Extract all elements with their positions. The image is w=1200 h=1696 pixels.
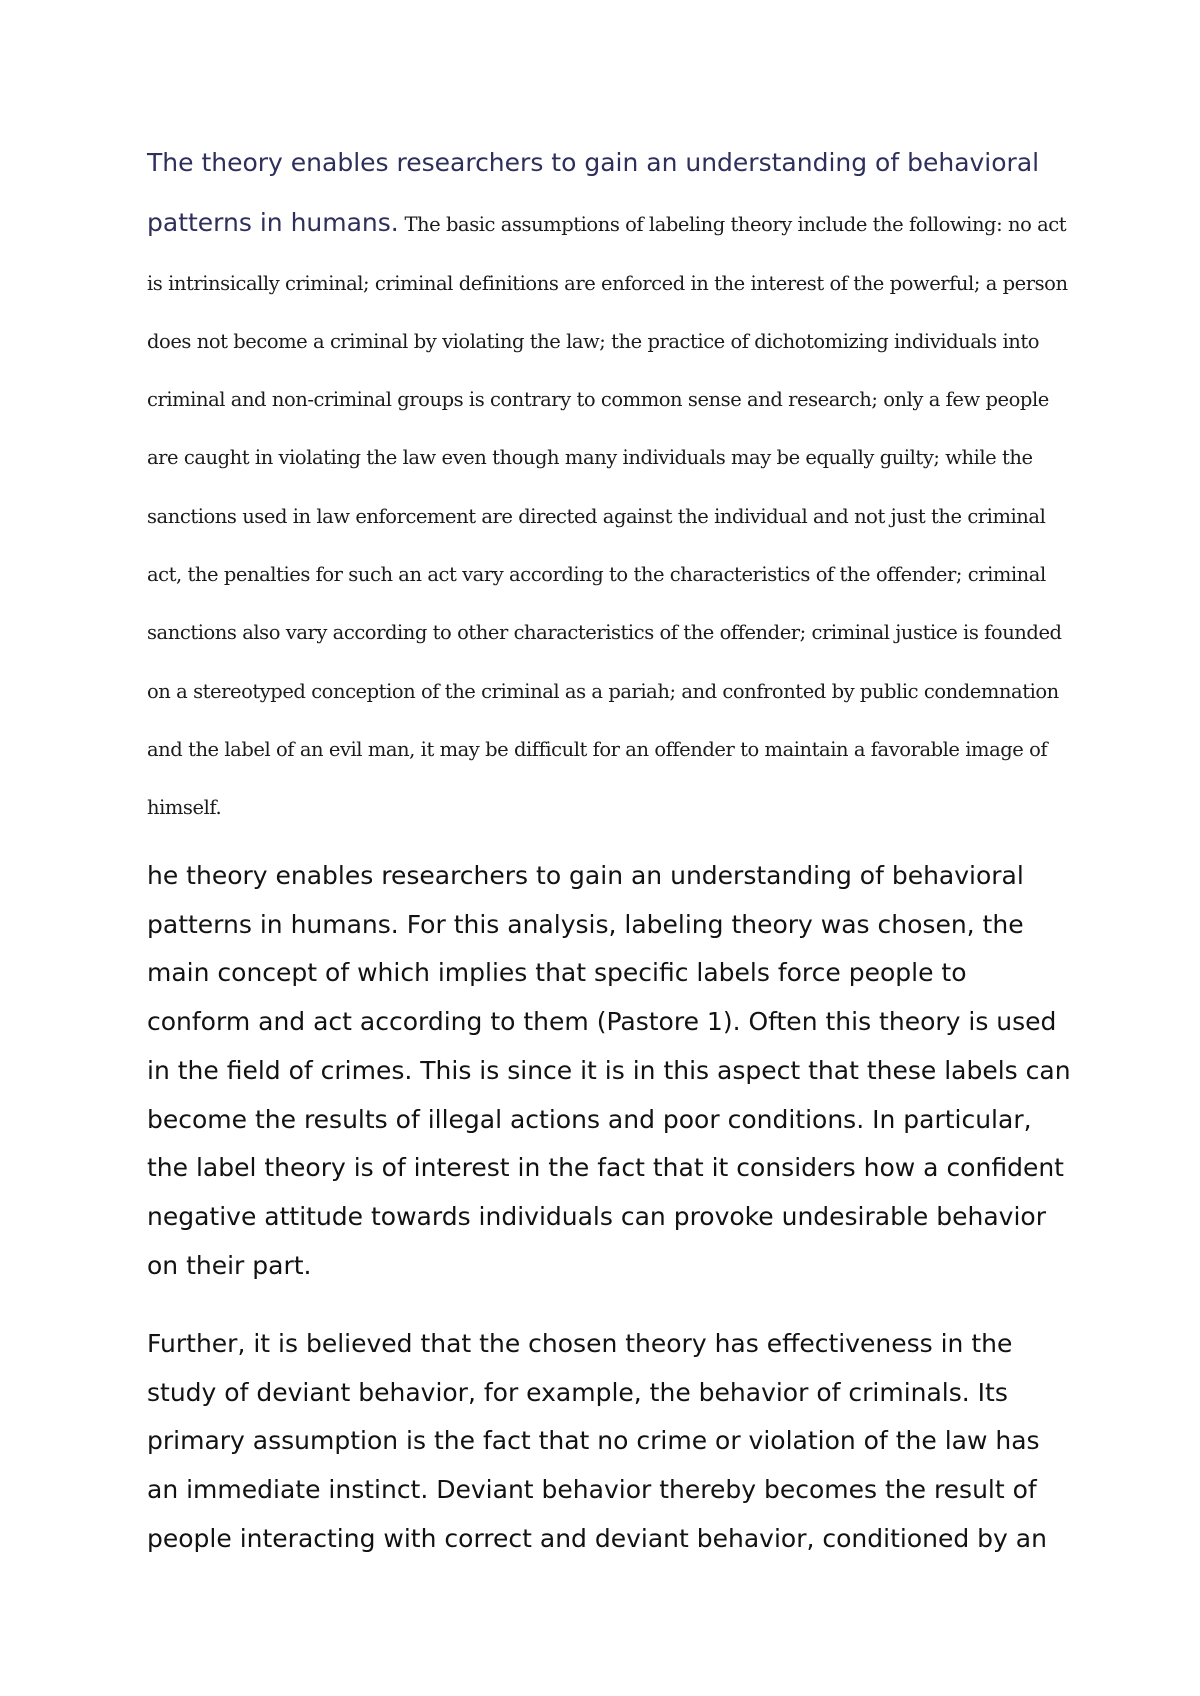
paragraph-3: Further, it is believed that the chosen theory has effectiveness in the study of deviant behavior, for example, the behavior of criminals. Its primary assumption is the fact that no crime or violation of the law has an immediate instinct. Deviant behavior thereby becomes the result of people interacting with correct and deviant behavior, conditioned by an <box>147 1329 1047 1553</box>
lead-sentence: The theory enables researchers to gain an understanding of behavioral patterns in humans. <box>147 148 1040 238</box>
labeling-assumptions-text: The basic assumptions of labeling theory include the following: no act is intrinsically criminal; criminal definitions are enforced in the interest of the powerful; a person does not become a criminal by violating the law; the practice of dichotomizing individuals into criminal and non-criminal groups is contrary to common sense and research; only a few people are caught in violating the law even though many individuals may be equally guilty; while the sanctions used in law enforcement are directed against the individual and not just the criminal act, the penalties for such an act vary according to the characteristics of the offender; criminal sanctions also vary according to other characteristics of the offender; criminal justice is founded on a stereotyped conception of the criminal as a pariah; and confronted by public condemnation and the label of an evil man, it may be difficult for an offender to maintain a favorable image of himself. <box>147 213 1068 820</box>
paragraph-2: he theory enables researchers to gain an understanding of behavioral patterns in humans. For this analysis, labeling theory was chosen, the main concept of which implies that specific labels force people to conform and act according to them (Pastore 1). Often this theory is used in the field of crimes. This is since it is in this aspect that these labels can become the results of illegal actions and poor conditions. In particular, the label theory is of interest in the fact that it considers how a confident negative attitude towards individuals can provoke undesirable behavior on their part. <box>147 861 1071 1280</box>
paragraph-1 <box>147 135 1077 839</box>
